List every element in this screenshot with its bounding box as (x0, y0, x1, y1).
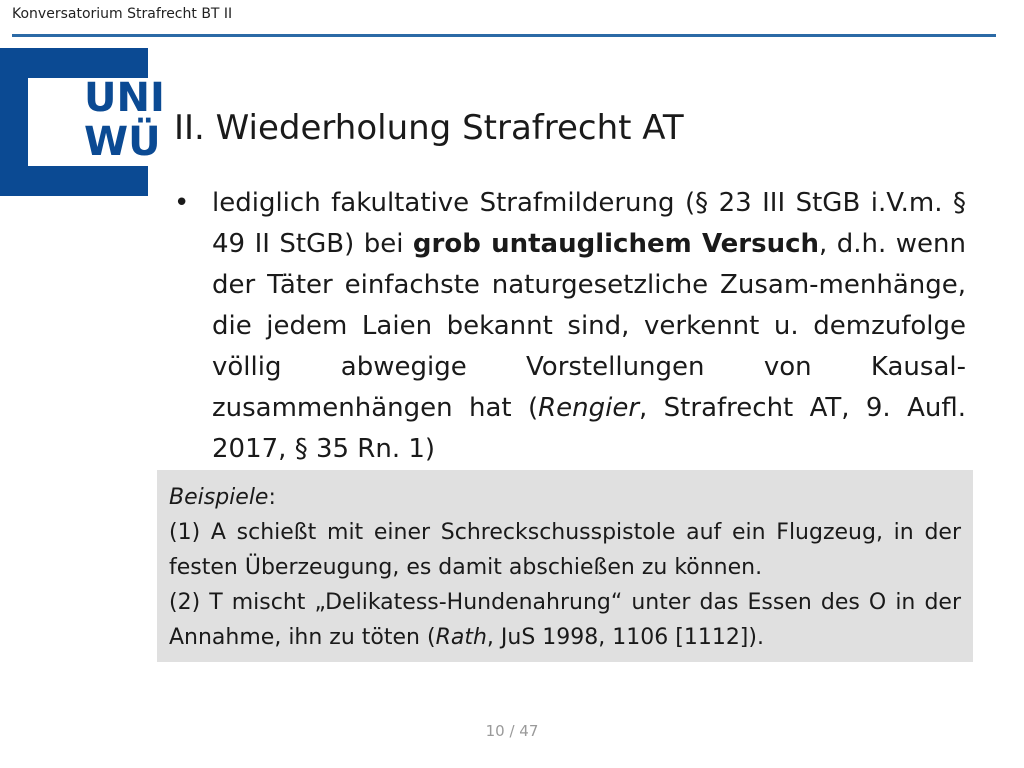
examples-heading (169, 480, 961, 515)
example-2 (169, 585, 961, 655)
examples-heading-suffix: : (268, 485, 276, 510)
bullet-text (212, 183, 966, 470)
header-title: Konversatorium Strafrecht BT II (12, 6, 233, 22)
page-number: 10 / 47 (485, 722, 539, 740)
bullet-text-part1: lediglich fakultative Strafmilderung (§ 23 III StGB i.V.m. § 49 II StGB) bei (212, 188, 966, 259)
bullet-icon: • (174, 188, 190, 218)
bullet-text-part2: , d.h. wenn der Täter einfachste naturgesetzliche Zusam-menhänge, die jedem Laien bekannt sind, verkennt u. demzufolge völlig abwegige Vorstellungen von Kausal-zusammenhängen hat ( (212, 229, 966, 423)
logo-line-1: UNI (84, 75, 165, 121)
examples-heading-label: Beispiele (169, 485, 269, 510)
bullet-text-author: Rengier (538, 393, 640, 423)
logo-line-2: WÜ (84, 119, 161, 165)
header-divider (12, 34, 996, 37)
university-logo (0, 48, 165, 196)
examples-box (157, 470, 973, 662)
example-2-part2: , JuS 1998, 1106 [1112]). (486, 625, 764, 650)
example-1: (1) A schießt mit einer Schreckschusspistole auf ein Flugzeug, in der festen Überzeugung, es damit abschießen zu können. (169, 520, 961, 580)
slide-title: II. Wiederholung Strafrecht AT (174, 108, 684, 148)
bullet-item (174, 183, 966, 470)
example-2-author: Rath (435, 625, 487, 650)
example-2-part1: (2) T mischt „Delikatess-Hundenahrung“ unter das Essen des O in der Annahme, ihn zu töten ( (169, 590, 961, 650)
logo-text (84, 76, 165, 164)
bullet-text-bold: grob untauglichem Versuch (412, 229, 820, 259)
bullet-text-part3: , Strafrecht AT, 9. Aufl. 2017, § 35 Rn. 1) (212, 393, 966, 464)
